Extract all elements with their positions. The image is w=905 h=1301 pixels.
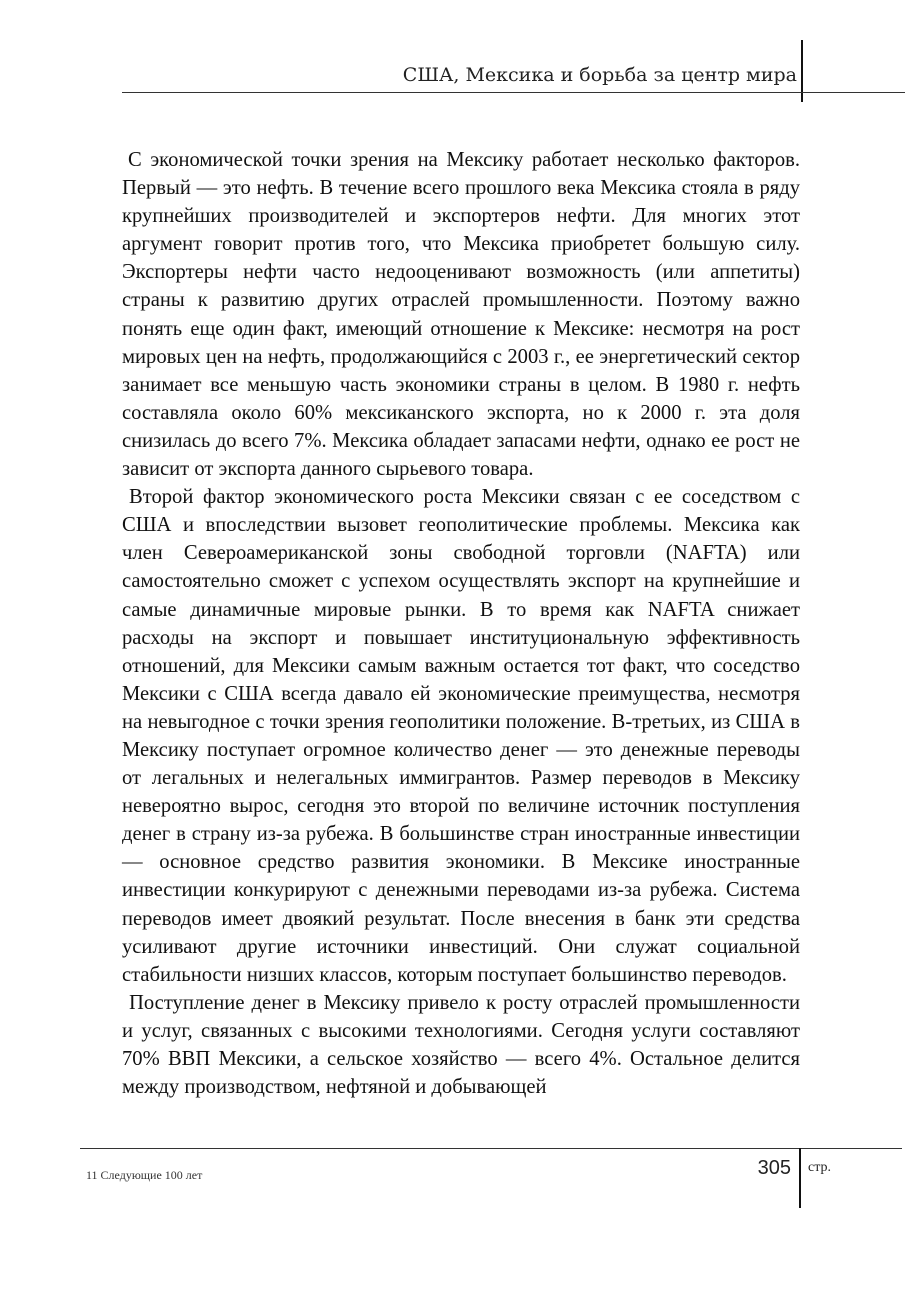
page-number: 305 xyxy=(757,1157,791,1179)
footer-vertical-rule xyxy=(799,1148,801,1208)
body-text xyxy=(122,146,800,1101)
running-head-title: США, Мексика и борьба за центр мира xyxy=(402,64,797,86)
page-label: стр. xyxy=(808,1160,832,1175)
header-rule xyxy=(122,92,905,93)
footer-source-label: 11 Следующие 100 лет xyxy=(86,1168,203,1182)
paragraph-3: Поступление денег в Мексику привело к росту отраслей промышленности и услуг, связанных с высокими технологиями. Сегодня услуги составляют 70% ВВП Мексики, а сельское хозяйство — всего 4%. Остальное делится между производством, нефтяной и добывающей xyxy=(122,991,800,1099)
paragraph-1: С экономической точки зрения на Мексику работает несколько факторов. Первый — это нефть. В течение всего прошлого века Мексика стояла в ряду крупнейших производителей и экспортеров нефти. Для многих этот аргумент говорит против того, что Мексика приобретет большую силу. Экспортеры нефти часто недооценивают возможность (или аппетиты) страны к развитию других отраслей промышленности. Поэтому важно понять еще один факт, имеющий отношение к Мексике: несмотря на рост мировых цен на нефть, продолжающийся с 2003 г., ее энергетический сектор занимает все меньшую часть экономики страны в целом. В 1980 г. нефть составляла около 60% мексиканского экспорта, но к 2000 г. эта доля снизилась до всего 7%. Мексика обладает запасами нефти, однако ее рост не зависит от экспорта данного сырьевого товара. xyxy=(122,149,800,481)
paragraph-2: Второй фактор экономического роста Мексики связан с ее соседством с США и впоследствии вызовет геополитические проблемы. Мексика как член Североамериканской зоны свободной торговли (NAFTA) или самостоятельно сможет с успехом осуществлять экспорт на крупнейшие и самые динамичные мировые рынки. В то время как NAFTA снижает расходы на экспорт и повышает институциональную эффективность отношений, для Мексики самым важным остается тот факт, что соседство Мексики с США всегда давало ей экономические преимущества, несмотря на невыгодное с точки зрения геополитики положение. В-третьих, из США в Мексику поступает огромное количество денег — это денежные переводы от легальных и нелегальных иммигрантов. Размер переводов в Мексику невероятно вырос, сегодня это второй по величине источник поступления денег в страну из-за рубежа. В большинстве стран иностранные инвестиции — основное средство развития экономики. В Мексике иностранные инвестиции конкурируют с денежными переводами из-за рубежа. Система переводов имеет двоякий результат. После внесения в банк эти средства усиливают другие источники инвестиций. Они служат социальной стабильности низших классов, которым поступает большинство переводов. xyxy=(122,486,800,986)
footer-rule xyxy=(80,1148,902,1149)
